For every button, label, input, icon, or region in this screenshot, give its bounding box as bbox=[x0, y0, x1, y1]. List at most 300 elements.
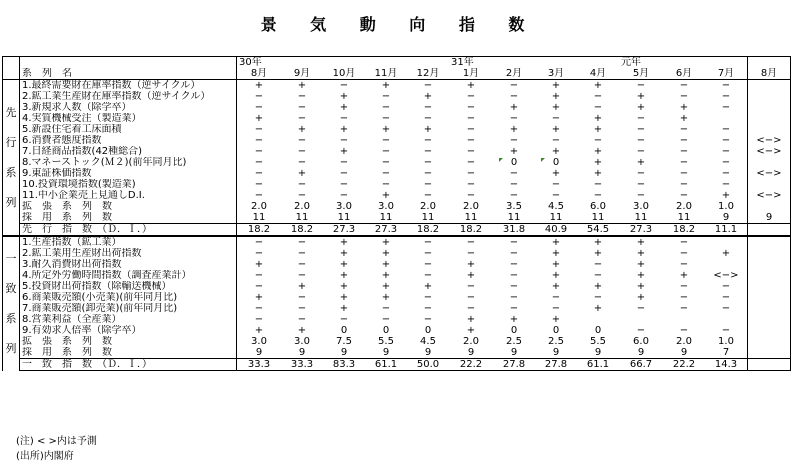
series-value: − bbox=[237, 281, 282, 292]
series-value: + bbox=[593, 248, 603, 259]
series-value: + bbox=[636, 248, 646, 259]
series-value: − bbox=[679, 91, 689, 102]
series-value: + bbox=[551, 124, 561, 135]
month-header: 8月 bbox=[237, 68, 282, 80]
series-value: − bbox=[636, 179, 646, 190]
series-value: − bbox=[509, 91, 519, 102]
expanded-count: 2.0 bbox=[676, 201, 692, 212]
series-value: − bbox=[721, 325, 731, 336]
section-category bbox=[3, 236, 20, 371]
series-value bbox=[748, 236, 791, 248]
adopted-count: 9 bbox=[594, 347, 602, 358]
series-value: − bbox=[237, 270, 282, 281]
series-name: 1.最終需要財在庫率指数（逆サイクル） bbox=[20, 80, 237, 92]
series-value: − bbox=[297, 292, 307, 303]
series-value: − bbox=[381, 314, 391, 325]
series-value: + bbox=[577, 236, 619, 248]
series-value: + bbox=[381, 270, 391, 281]
header-corner bbox=[3, 68, 20, 80]
series-value: − bbox=[593, 135, 603, 146]
series-value: − bbox=[721, 102, 731, 113]
expanded-count: 6.0 bbox=[633, 336, 649, 347]
series-value: − bbox=[381, 303, 391, 314]
series-value: − bbox=[237, 146, 282, 157]
series-value: − bbox=[297, 270, 307, 281]
series-value: + bbox=[365, 236, 407, 248]
series-value: − bbox=[449, 236, 493, 248]
month-header: 10月 bbox=[323, 68, 365, 80]
series-value: + bbox=[339, 303, 349, 314]
series-value: − bbox=[423, 190, 433, 201]
series-value bbox=[748, 292, 791, 303]
di-value: 18.2 bbox=[449, 224, 493, 237]
expanded-count: 4.5 bbox=[548, 201, 564, 212]
series-value: − bbox=[339, 168, 349, 179]
header-blank bbox=[407, 57, 449, 69]
series-value: − bbox=[593, 270, 603, 281]
series-value: − bbox=[297, 190, 307, 201]
month-header: 5月 bbox=[619, 68, 663, 80]
di-value: 27.3 bbox=[323, 224, 365, 237]
series-value: + bbox=[509, 124, 519, 135]
series-value bbox=[748, 80, 791, 92]
month-header: 1月 bbox=[449, 68, 493, 80]
di-value: 33.3 bbox=[281, 359, 323, 371]
section-category bbox=[3, 80, 20, 237]
series-value: + bbox=[593, 281, 603, 292]
series-value: − bbox=[636, 190, 646, 201]
series-value: 0 bbox=[424, 325, 432, 336]
series-value: + bbox=[636, 157, 646, 168]
expanded-count: 2.0 bbox=[463, 201, 479, 212]
series-value: + bbox=[423, 281, 433, 292]
expanded-label: 拡 張 系 列 数 bbox=[20, 201, 237, 212]
series-value: − bbox=[636, 113, 646, 124]
series-value: + bbox=[679, 102, 689, 113]
series-value: − bbox=[593, 91, 603, 102]
series-value: − bbox=[423, 168, 433, 179]
expanded-count: 2.0 bbox=[676, 336, 692, 347]
series-value: − bbox=[593, 190, 603, 201]
section-category-char: 行 bbox=[5, 135, 17, 149]
expanded-label: 拡 張 系 列 数 bbox=[20, 336, 237, 347]
expanded-count: 5.5 bbox=[590, 336, 606, 347]
series-value: − bbox=[551, 303, 561, 314]
series-value: + bbox=[551, 80, 561, 91]
section-category-char: 系 bbox=[5, 311, 17, 325]
series-value: + bbox=[509, 314, 519, 325]
expanded-count: 2.0 bbox=[420, 201, 436, 212]
series-value: − bbox=[297, 248, 307, 259]
series-value: + bbox=[551, 146, 561, 157]
series-value bbox=[748, 113, 791, 124]
adopted-count: 11 bbox=[464, 212, 478, 223]
adopted-count: 11 bbox=[295, 212, 309, 223]
series-value: − bbox=[721, 91, 731, 102]
di-label: 先 行 指 数 （Ｄ．Ｉ．） bbox=[20, 224, 237, 237]
page-title: 景 気 動 向 指 数 bbox=[260, 15, 539, 34]
series-value: + bbox=[297, 168, 307, 179]
series-value: − bbox=[297, 157, 307, 168]
series-value: − bbox=[509, 113, 519, 124]
series-value: − bbox=[509, 168, 519, 179]
di-value: 22.2 bbox=[663, 359, 705, 371]
series-value: + bbox=[297, 124, 307, 135]
header-blank bbox=[577, 57, 619, 69]
series-value bbox=[748, 314, 791, 325]
series-value: − bbox=[721, 292, 731, 303]
series-value: + bbox=[339, 270, 349, 281]
series-value bbox=[748, 248, 791, 259]
month-header: 4月 bbox=[577, 68, 619, 80]
expanded-count: 2.5 bbox=[548, 336, 564, 347]
series-value: + bbox=[551, 281, 561, 292]
header-blank bbox=[281, 57, 323, 69]
series-value: + bbox=[381, 124, 391, 135]
series-value: − bbox=[423, 179, 433, 190]
series-value: 0 bbox=[340, 325, 348, 336]
series-value: + bbox=[339, 281, 349, 292]
series-value: − bbox=[339, 80, 349, 91]
series-value: − bbox=[339, 135, 349, 146]
expanded-count: 3.0 bbox=[336, 201, 352, 212]
series-value: − bbox=[297, 303, 307, 314]
adopted-count: 11 bbox=[237, 212, 282, 224]
series-value: <−> bbox=[748, 146, 791, 157]
month-header: 2月 bbox=[493, 68, 535, 80]
series-value: 0 bbox=[552, 325, 560, 336]
series-value: − bbox=[509, 292, 519, 303]
year-label-2018: 30年 bbox=[237, 57, 282, 69]
header-blank bbox=[323, 57, 365, 69]
series-value: − bbox=[339, 314, 349, 325]
series-value: − bbox=[679, 259, 689, 270]
adopted-count: 11 bbox=[507, 212, 521, 223]
series-value: − bbox=[237, 236, 282, 248]
series-value: − bbox=[466, 292, 476, 303]
di-value: 31.8 bbox=[493, 224, 535, 237]
series-value: + bbox=[509, 146, 519, 157]
series-value: − bbox=[297, 146, 307, 157]
series-value: + bbox=[297, 80, 307, 91]
di-value: 18.2 bbox=[281, 224, 323, 237]
adopted-count: 9 bbox=[552, 347, 560, 358]
adopted-count: 11 bbox=[379, 212, 393, 223]
series-value: <−> bbox=[713, 270, 739, 281]
series-value: − bbox=[281, 236, 323, 248]
series-value: − bbox=[551, 190, 561, 201]
expanded-count: 3.0 bbox=[378, 201, 394, 212]
series-value bbox=[577, 314, 619, 325]
expanded-count: 1.0 bbox=[718, 201, 734, 212]
series-value: − bbox=[423, 135, 433, 146]
adopted-label: 採 用 系 列 数 bbox=[20, 347, 237, 359]
adopted-count: 11 bbox=[677, 212, 691, 223]
series-value: − bbox=[721, 303, 731, 314]
series-value: − bbox=[237, 157, 282, 168]
di-value: 40.9 bbox=[535, 224, 577, 237]
adopted-count: 9 bbox=[340, 347, 348, 358]
series-value bbox=[705, 113, 748, 124]
series-value: − bbox=[509, 281, 519, 292]
series-value: − bbox=[423, 248, 433, 259]
series-value bbox=[619, 314, 663, 325]
header-blank bbox=[365, 57, 407, 69]
series-value: − bbox=[679, 281, 689, 292]
series-name: 9.有効求人倍率（除学卒） bbox=[20, 325, 237, 336]
series-value: + bbox=[466, 259, 476, 270]
series-value: − bbox=[679, 292, 689, 303]
series-value: − bbox=[509, 248, 519, 259]
di-value: 22.2 bbox=[449, 359, 493, 371]
series-name-header: 系 列 名 bbox=[20, 68, 237, 80]
header-blank bbox=[748, 57, 791, 69]
series-value: + bbox=[237, 80, 282, 92]
series-value: + bbox=[535, 236, 577, 248]
di-value: 61.1 bbox=[365, 359, 407, 371]
series-value: − bbox=[297, 259, 307, 270]
series-value: − bbox=[339, 113, 349, 124]
series-name: 4.所定外労働時間指数（調査産業計） bbox=[20, 270, 237, 281]
series-value: + bbox=[237, 113, 282, 124]
series-value: + bbox=[297, 325, 307, 336]
series-value: + bbox=[593, 124, 603, 135]
series-value: − bbox=[381, 102, 391, 113]
series-value: + bbox=[237, 325, 282, 336]
series-value: − bbox=[381, 179, 391, 190]
series-value bbox=[748, 91, 791, 102]
series-value: + bbox=[551, 314, 561, 325]
adopted-count: 9 bbox=[722, 212, 730, 223]
series-value: − bbox=[509, 190, 519, 201]
series-value: − bbox=[297, 113, 307, 124]
expanded-count: 3.5 bbox=[506, 201, 522, 212]
series-value: + bbox=[423, 91, 433, 102]
series-value: − bbox=[679, 135, 689, 146]
di-value: 18.2 bbox=[407, 224, 449, 237]
expanded-count: 4.5 bbox=[420, 336, 436, 347]
series-value: − bbox=[551, 292, 561, 303]
series-value: − bbox=[237, 248, 282, 259]
series-value: − bbox=[509, 270, 519, 281]
series-value bbox=[748, 179, 791, 190]
series-name: 1.生産指数（鉱工業） bbox=[20, 236, 237, 248]
series-value: − bbox=[466, 135, 476, 146]
series-value: + bbox=[636, 281, 646, 292]
month-header: 6月 bbox=[663, 68, 705, 80]
series-value: − bbox=[636, 80, 646, 91]
header-blank bbox=[535, 57, 577, 69]
series-value: + bbox=[339, 102, 349, 113]
series-value: + bbox=[636, 292, 646, 303]
series-value: + bbox=[679, 270, 689, 281]
series-value: + bbox=[593, 80, 603, 91]
series-value: − bbox=[636, 135, 646, 146]
series-value bbox=[748, 124, 791, 135]
series-name: 6.消費者態度指数 bbox=[20, 135, 237, 146]
adopted-count: 9 bbox=[748, 212, 791, 224]
series-value: − bbox=[466, 168, 476, 179]
series-value: − bbox=[509, 303, 519, 314]
di-value bbox=[748, 224, 791, 237]
expanded-count bbox=[748, 201, 791, 212]
series-value: + bbox=[551, 259, 561, 270]
di-value: 33.3 bbox=[237, 359, 282, 371]
series-value: − bbox=[466, 179, 476, 190]
series-value: − bbox=[551, 135, 561, 146]
series-value: − bbox=[466, 281, 476, 292]
series-name: 3.耐久消費財出荷指数 bbox=[20, 259, 237, 270]
series-value: − bbox=[679, 190, 689, 201]
series-value: − bbox=[721, 80, 731, 91]
adopted-count: 9 bbox=[424, 347, 432, 358]
expanded-count: 2.0 bbox=[463, 336, 479, 347]
year-label-2019: 31年 bbox=[449, 57, 493, 69]
series-value: + bbox=[381, 80, 391, 91]
series-value: − bbox=[493, 236, 535, 248]
series-value: − bbox=[466, 190, 476, 201]
series-value: + bbox=[339, 259, 349, 270]
series-name: 8.営業利益（全産業） bbox=[20, 314, 237, 325]
expanded-count: 7.5 bbox=[336, 336, 352, 347]
series-value: − bbox=[339, 157, 349, 168]
series-name: 11.中小企業売上見通しD.I. bbox=[20, 190, 237, 201]
series-value: − bbox=[721, 179, 731, 190]
note-source: (出所)内閣府 bbox=[16, 451, 74, 462]
series-value: − bbox=[721, 281, 731, 292]
series-value: − bbox=[636, 303, 646, 314]
series-value: − bbox=[423, 270, 433, 281]
series-value: − bbox=[679, 124, 689, 135]
series-value bbox=[748, 303, 791, 314]
series-value: − bbox=[297, 102, 307, 113]
series-value: − bbox=[551, 113, 561, 124]
series-name: 5.新設住宅着工床面積 bbox=[20, 124, 237, 135]
series-value: + bbox=[381, 292, 391, 303]
di-value bbox=[748, 359, 791, 371]
series-value: − bbox=[593, 259, 603, 270]
series-value: − bbox=[339, 179, 349, 190]
series-value: − bbox=[466, 91, 476, 102]
series-value: − bbox=[721, 157, 731, 168]
series-value: + bbox=[339, 292, 349, 303]
header-blank bbox=[493, 57, 535, 69]
adopted-count: 11 bbox=[591, 212, 605, 223]
series-value bbox=[748, 270, 791, 281]
series-value: − bbox=[423, 146, 433, 157]
series-value bbox=[748, 325, 791, 336]
series-value: <−> bbox=[748, 135, 791, 146]
adopted-count: 11 bbox=[549, 212, 563, 223]
series-value: − bbox=[297, 179, 307, 190]
series-value: + bbox=[551, 168, 561, 179]
series-value: − bbox=[509, 80, 519, 91]
series-value: + bbox=[339, 91, 349, 102]
adopted-count: 7 bbox=[722, 347, 730, 358]
di-value: 27.3 bbox=[365, 224, 407, 237]
series-value: + bbox=[551, 91, 561, 102]
series-value: − bbox=[721, 146, 731, 157]
series-name: 9.東証株価指数 bbox=[20, 168, 237, 179]
di-value: 66.7 bbox=[619, 359, 663, 371]
series-value: − bbox=[237, 91, 282, 102]
series-value: − bbox=[636, 124, 646, 135]
series-value: − bbox=[679, 325, 689, 336]
series-value: − bbox=[721, 168, 731, 179]
header-blank bbox=[663, 57, 705, 69]
series-value: − bbox=[237, 190, 282, 201]
series-value: − bbox=[679, 146, 689, 157]
expanded-count: 2.0 bbox=[237, 201, 282, 212]
series-value: − bbox=[593, 292, 603, 303]
series-value: + bbox=[636, 270, 646, 281]
adopted-count: 9 bbox=[680, 347, 688, 358]
series-value: − bbox=[237, 135, 282, 146]
series-value: − bbox=[237, 124, 282, 135]
series-value: + bbox=[551, 248, 561, 259]
series-name: 7.商業販売額(卸売業)(前年同月比) bbox=[20, 303, 237, 314]
series-value: − bbox=[466, 248, 476, 259]
series-value: + bbox=[636, 102, 646, 113]
di-value: 54.5 bbox=[577, 224, 619, 237]
series-value: − bbox=[423, 113, 433, 124]
header-corner bbox=[3, 57, 20, 69]
series-value: − bbox=[339, 190, 349, 201]
series-value: − bbox=[593, 102, 603, 113]
series-value: − bbox=[466, 113, 476, 124]
series-value: + bbox=[297, 281, 307, 292]
series-value bbox=[748, 102, 791, 113]
series-value: − bbox=[297, 135, 307, 146]
series-value: <−> bbox=[748, 168, 791, 179]
series-value: + bbox=[381, 190, 391, 201]
series-value: + bbox=[339, 248, 349, 259]
month-header: 12月 bbox=[407, 68, 449, 80]
series-value: − bbox=[381, 168, 391, 179]
expanded-count: 3.0 bbox=[633, 201, 649, 212]
series-value: − bbox=[297, 314, 307, 325]
month-header: 8月 bbox=[748, 68, 791, 80]
header-blank bbox=[705, 57, 748, 69]
series-value: − bbox=[297, 91, 307, 102]
series-name: 3.新規求人数（除学卒） bbox=[20, 102, 237, 113]
series-value: − bbox=[381, 157, 391, 168]
series-value bbox=[663, 314, 705, 325]
series-value: + bbox=[381, 259, 391, 270]
series-value: − bbox=[466, 303, 476, 314]
series-value: − bbox=[237, 168, 282, 179]
expanded-count: 2.0 bbox=[294, 201, 310, 212]
series-value: − bbox=[237, 179, 282, 190]
series-value: 0 bbox=[594, 325, 602, 336]
month-header: 7月 bbox=[705, 68, 748, 80]
series-value: − bbox=[237, 102, 282, 113]
series-value: − bbox=[423, 292, 433, 303]
di-value: 27.8 bbox=[535, 359, 577, 371]
series-value: − bbox=[636, 168, 646, 179]
series-value: + bbox=[593, 146, 603, 157]
series-value: + bbox=[466, 80, 476, 91]
series-value: 0 bbox=[535, 157, 577, 168]
series-value: − bbox=[663, 236, 705, 248]
section-category-char: 一 bbox=[5, 251, 17, 265]
month-header: 11月 bbox=[365, 68, 407, 80]
series-value: + bbox=[323, 236, 365, 248]
indicator-table bbox=[2, 56, 791, 371]
series-value: 0 bbox=[510, 325, 518, 336]
series-name: 4.実質機械受注（製造業） bbox=[20, 113, 237, 124]
series-value: + bbox=[721, 190, 731, 201]
